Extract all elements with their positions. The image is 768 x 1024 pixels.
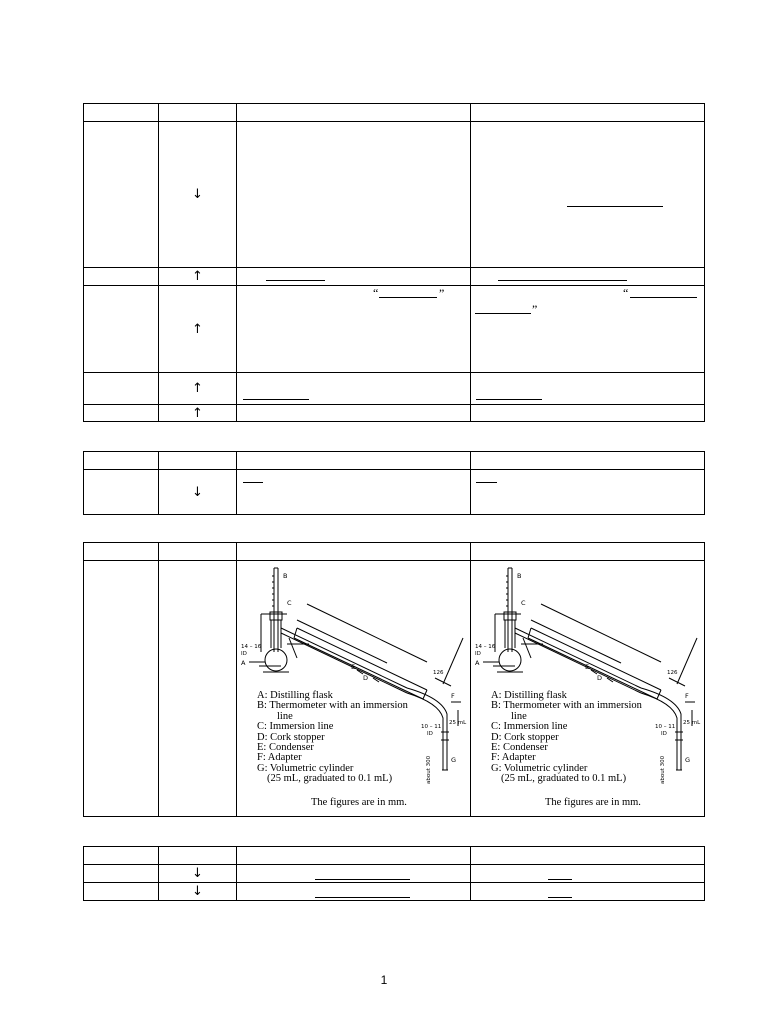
- legend-item: C: Immersion line: [491, 721, 568, 733]
- label-lower-dim: 14 – 16: [241, 643, 262, 650]
- table-row: [84, 104, 705, 122]
- legend-item: F: Adapter: [491, 752, 536, 764]
- up-arrow: ↑: [159, 373, 237, 405]
- table-row: [84, 883, 705, 901]
- label-126: 126: [433, 669, 444, 676]
- label-e: E: [351, 662, 356, 671]
- table-row: [84, 543, 705, 561]
- label-d: D: [597, 673, 603, 682]
- underline-blank: [315, 879, 410, 880]
- label-a: A: [241, 658, 246, 667]
- legend-item: B: Thermometer with an immersion: [491, 700, 642, 712]
- up-arrow: ↑: [159, 268, 237, 286]
- label-id: ID: [661, 730, 667, 737]
- label-g: G: [451, 755, 457, 764]
- legend-item: (25 mL, graduated to 0.1 mL): [501, 773, 627, 785]
- label-a: A: [475, 658, 480, 667]
- underline-blank: [243, 399, 309, 400]
- label-id: ID: [427, 730, 433, 737]
- underline-blank: [498, 280, 627, 281]
- distillation-apparatus-figure: [237, 561, 471, 817]
- table-3: [83, 542, 705, 817]
- table-2: [83, 451, 705, 515]
- label-25ml: 25 mL: [449, 719, 467, 726]
- table-row: [84, 865, 705, 883]
- table-row: [84, 122, 705, 268]
- table-row: [84, 470, 705, 515]
- underline-blank: [266, 280, 325, 281]
- down-arrow: ↓: [159, 122, 237, 268]
- up-arrow: ↑: [159, 286, 237, 373]
- close-quote: ”: [532, 302, 538, 316]
- label-id-range: 10 – 11: [421, 723, 442, 730]
- legend-item: G: Volumetric cylinder: [257, 762, 354, 774]
- figure-legend: [257, 691, 408, 785]
- table-1: [83, 103, 705, 422]
- label-about: about 300: [426, 755, 432, 784]
- legend-item: C: Immersion line: [257, 721, 334, 733]
- table-row: [84, 405, 705, 422]
- legend-item: D: Cork stopper: [491, 731, 559, 743]
- underline-blank: [243, 482, 263, 483]
- up-arrow: ↑: [159, 405, 237, 422]
- underline-blank: [379, 297, 437, 298]
- label-e: E: [585, 662, 590, 671]
- underline-blank: [475, 313, 531, 314]
- legend-item: line: [277, 710, 293, 722]
- table-row: [84, 452, 705, 470]
- label-c: C: [287, 598, 292, 607]
- label-id-range: 10 – 11: [655, 723, 676, 730]
- legend-item: D: Cork stopper: [257, 731, 325, 743]
- label-id-left: ID: [475, 650, 481, 657]
- label-c: C: [521, 598, 526, 607]
- legend-item: G: Volumetric cylinder: [491, 762, 588, 774]
- table-row: [84, 847, 705, 865]
- close-quote: ”: [439, 286, 445, 300]
- legend-item: line: [511, 710, 527, 722]
- figure-legend: [491, 691, 642, 785]
- legend-item: (25 mL, graduated to 0.1 mL): [267, 773, 393, 785]
- legend-item: E: Condenser: [491, 742, 548, 754]
- legend-item: A: Distilling flask: [491, 690, 567, 701]
- table-4: [83, 846, 705, 901]
- label-id-left: ID: [241, 650, 247, 657]
- label-126: 126: [667, 669, 678, 676]
- legend-item: B: Thermometer with an immersion: [257, 700, 408, 712]
- label-g: G: [685, 755, 691, 764]
- down-arrow: ↓: [159, 470, 237, 515]
- open-quote: “: [623, 286, 629, 300]
- table-row: [84, 268, 705, 286]
- legend-item: E: Condenser: [257, 742, 314, 754]
- figure-note: The figures are in mm.: [545, 797, 641, 808]
- table-row: [84, 561, 705, 817]
- open-quote: “: [373, 286, 379, 300]
- table-row: [84, 373, 705, 405]
- down-arrow: ↓: [159, 883, 237, 901]
- label-lower-dim: 14 – 16: [475, 643, 496, 650]
- label-25ml: 25 mL: [683, 719, 701, 726]
- label-d: D: [363, 673, 369, 682]
- legend-item: F: Adapter: [257, 752, 302, 764]
- underline-blank: [548, 879, 572, 880]
- underline-blank: [567, 206, 663, 207]
- figure-note: The figures are in mm.: [311, 797, 407, 808]
- underline-blank: [548, 897, 572, 898]
- label-b: B: [283, 571, 288, 580]
- distillation-apparatus-figure: [471, 561, 705, 817]
- label-f: F: [451, 691, 455, 700]
- legend-item: A: Distilling flask: [257, 690, 333, 701]
- page-number: 1: [380, 973, 388, 987]
- underline-blank: [315, 897, 410, 898]
- down-arrow: ↓: [159, 865, 237, 883]
- underline-blank: [630, 297, 697, 298]
- underline-blank: [476, 399, 542, 400]
- table-row: [84, 286, 705, 373]
- label-f: F: [685, 691, 689, 700]
- label-about: about 300: [660, 755, 666, 784]
- underline-blank: [476, 482, 497, 483]
- label-b: B: [517, 571, 522, 580]
